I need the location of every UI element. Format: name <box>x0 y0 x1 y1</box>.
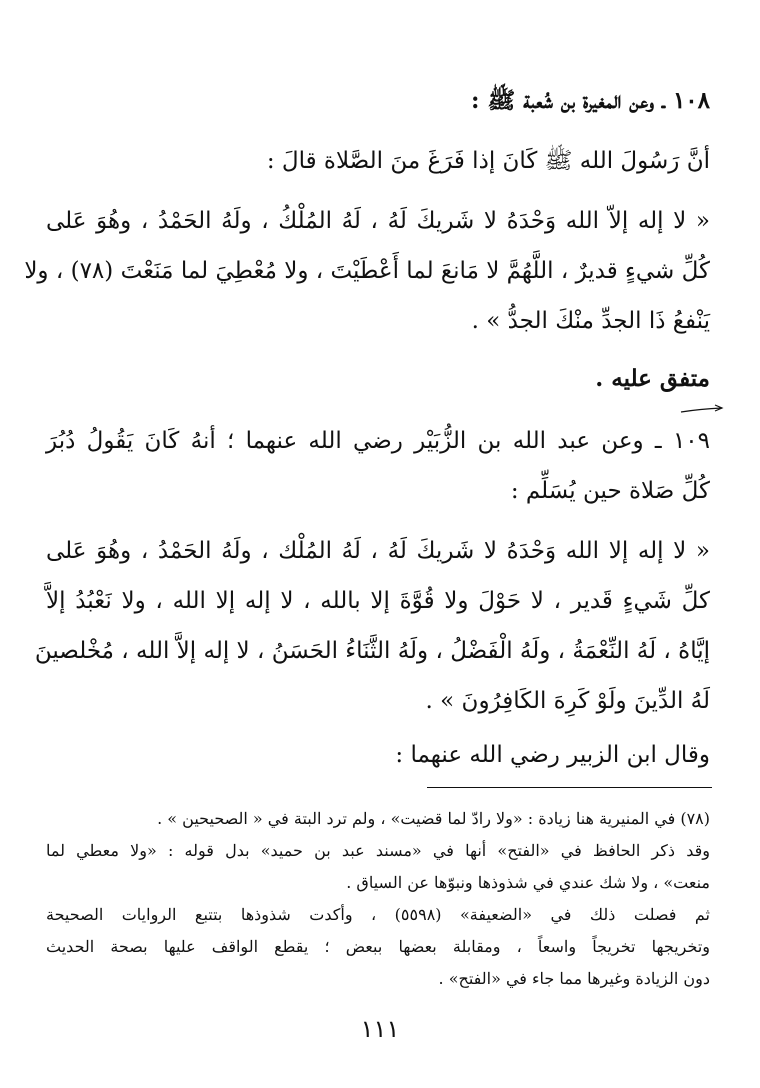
footnote-separator <box>427 787 712 788</box>
hadith-108-text-line-2: كُلِّ شيءٍ قديرٌ ، اللَّهُمَّ لا مَانعَ لما أَعْطَيْتَ ، ولا مُعْطِيَ لما مَنَعْتَ (٧٨) ، ولا <box>24 258 710 284</box>
hadith-108-heading: ١٠٨ ـ وعن المغيرة بن شُعبة ﷺ : <box>470 87 710 114</box>
hadith-108-text-line-3: يَنْفعُ ذَا الجدِّ منْكَ الجدُّ » . <box>471 308 710 334</box>
hadith-108-grade: متفق عليه . <box>595 365 710 392</box>
hadith-109-text-line-4: كلِّ شَيءٍ قَدير ، لا حَوْلَ ولا قُوَّةَ إلا بالله ، لا إله إلا الله ، ولا نَعْبُدُ إلاَّ <box>46 588 710 614</box>
footnote-line-3: منعت» ، ولا شك عندي في شذوذها ونبوّها عن السياق . <box>346 873 710 892</box>
margin-arrow-icon <box>680 405 724 415</box>
footnote-line-1: (٧٨) في المنيرية هنا زيادة : «ولا رادّ لما قضيت» ، ولم ترد البتة في « الصحيحين » . <box>157 809 710 828</box>
hadith-108-intro: أنَّ رَسُولَ الله ﷺ كَانَ إذا فَرَغَ منَ الصَّلاة قالَ : <box>266 148 710 174</box>
hadith-109-text-line-7: وقال ابن الزبير رضي الله عنهما : <box>395 742 710 768</box>
hadith-109-text-line-6: لَهُ الدِّينَ ولَوْ كَرِهَ الكَافِرُونَ » . <box>425 688 710 714</box>
footnote-line-4: ثم فصلت ذلك في «الضعيفة» (٥٥٩٨) ، وأكدت شذوذها بتتبع الروايات الصحيحة <box>46 905 710 924</box>
footnote-line-5: وتخريجها تخريجاً واسعاً ، ومقابلة بعضها ببعض ؛ يقطع الواقف عليها بصحة الحديث <box>46 937 710 956</box>
hadith-109-text-line-2: كُلِّ صَلاة حين يُسَلِّم : <box>510 478 710 504</box>
footnote-line-2: وقد ذكر الحافظ في «الفتح» أنها في «مسند عبد بن حميد» بدل قوله : «ولا معطي لما <box>46 841 710 860</box>
footnote-line-6: دون الزيادة وغيرها مما جاء في «الفتح» . <box>438 969 710 988</box>
hadith-109-text-line-1: ١٠٩ ـ وعن عبد الله بن الزُّبَيْر رضي الله عنهما ؛ أنهُ كَانَ يَقُولُ دُبُرَ <box>46 428 710 454</box>
page-number: ١١١ <box>360 1015 400 1043</box>
hadith-108-text-line-1: « لا إله إلاّ الله وَحْدَهُ لا شَريكَ لَهُ ، لَهُ المُلْكُ ، ولَهُ الحَمْدُ ، وهُوَ عَلى <box>46 208 710 234</box>
hadith-109-text-line-3: « لا إله إلا الله وَحْدَهُ لا شَريكَ لَهُ ، لَهُ المُلْك ، ولَهُ الحَمْدُ ، وهُوَ عَلى <box>46 538 710 564</box>
hadith-109-text-line-5: إيَّاهُ ، لَهُ النِّعْمَةُ ، ولَهُ الْفَضْلُ ، ولَهُ الثَّنَاءُ الحَسَنُ ، لا إله إلاَّ الله ، مُخْلصينَ <box>34 638 710 664</box>
